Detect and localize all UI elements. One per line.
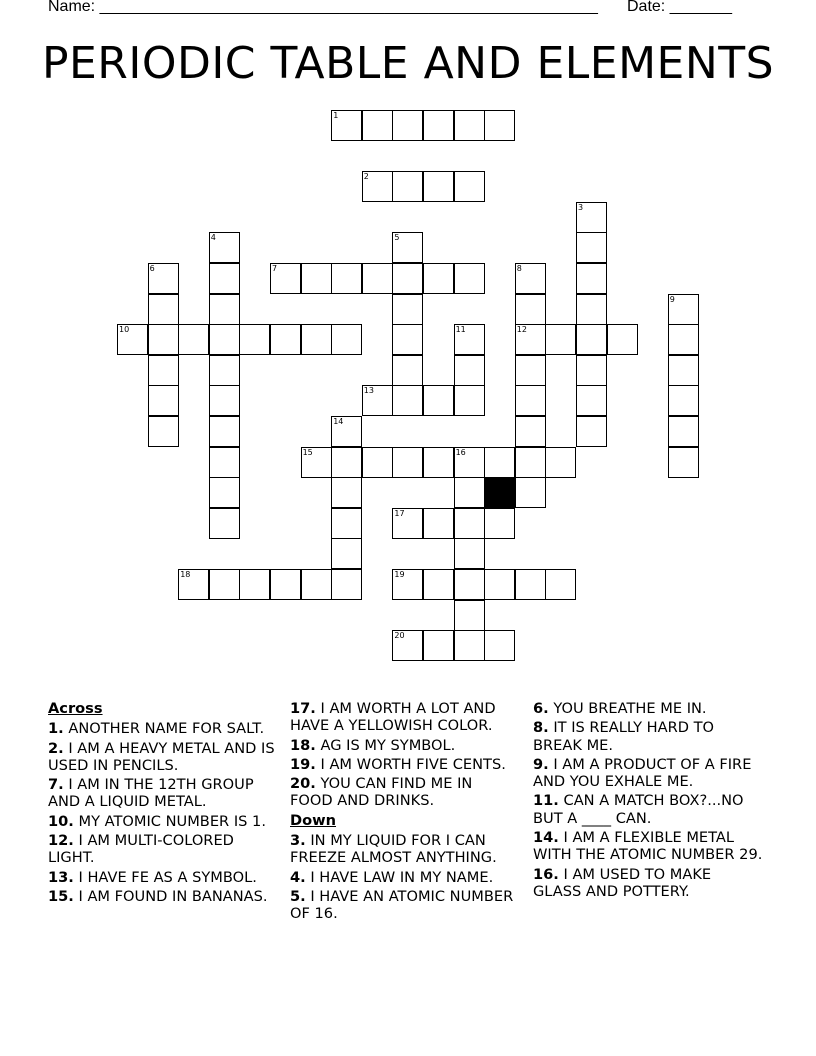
clue-across-18: 18. AG IS MY SYMBOL.: [290, 736, 456, 754]
grid-square[interactable]: [209, 263, 240, 294]
grid-square[interactable]: [209, 508, 240, 539]
grid-square[interactable]: [209, 294, 240, 325]
page-title: PERIODIC TABLE AND ELEMENTS: [41, 38, 775, 89]
clue-column-3: [533, 700, 763, 902]
grid-square[interactable]: [209, 447, 240, 478]
grid-square[interactable]: [515, 447, 546, 478]
clue-across-10: 10. MY ATOMIC NUMBER IS 1.: [48, 812, 266, 830]
name-field-label: Name: ________________________________________________________: [48, 0, 598, 15]
grid-square[interactable]: [392, 232, 423, 263]
clue-number-17: 17: [394, 508, 405, 518]
clue-down-16: 16. I AM USED TO MAKE GLASS AND POTTERY.: [533, 865, 712, 900]
clue-number-14: 14: [333, 417, 344, 426]
grid-square[interactable]: [331, 447, 362, 478]
grid-square[interactable]: [148, 416, 179, 447]
grid-square[interactable]: [331, 538, 362, 569]
grid-square[interactable]: [484, 569, 515, 600]
grid-square[interactable]: [301, 569, 332, 600]
grid-square[interactable]: [668, 324, 699, 355]
grid-square[interactable]: [423, 385, 454, 416]
grid-square[interactable]: [515, 355, 546, 386]
clue-across-19: 19. I AM WORTH FIVE CENTS.: [290, 755, 506, 773]
clue-number-15: 15: [302, 447, 313, 457]
grid-square[interactable]: [576, 263, 607, 294]
grid-square[interactable]: [209, 324, 240, 355]
clue-across-7: 7. I AM IN THE 12TH GROUP AND A LIQUID METAL.: [48, 776, 254, 811]
clue-across-20: 20. YOU CAN FIND ME IN FOOD AND DRINKS.: [290, 775, 473, 810]
clue-number-4: 4: [210, 233, 216, 243]
grid-square[interactable]: [178, 324, 209, 355]
grid-square[interactable]: [392, 630, 423, 661]
clue-number-13: 13: [363, 386, 374, 396]
grid-square[interactable]: [392, 263, 423, 294]
clue-down-11: 11. CAN A MATCH BOX?...NO BUT A ____ CAN.: [533, 792, 744, 827]
grid-square[interactable]: [331, 324, 362, 355]
grid-square[interactable]: [148, 324, 179, 355]
grid-square[interactable]: [392, 569, 423, 600]
grid-square[interactable]: [454, 324, 485, 355]
grid-square[interactable]: [392, 110, 423, 141]
grid-square[interactable]: [576, 355, 607, 386]
grid-square[interactable]: [454, 447, 485, 478]
grid-square[interactable]: [423, 508, 454, 539]
grid-square[interactable]: [454, 263, 485, 294]
down-heading: Down: [290, 811, 337, 829]
grid-square[interactable]: [270, 263, 301, 294]
grid-square[interactable]: [454, 355, 485, 386]
grid-square[interactable]: [362, 385, 393, 416]
clue-number-1: 1: [333, 111, 339, 120]
grid-square[interactable]: [454, 477, 485, 508]
clue-across-17: 17. I AM WORTH A LOT AND HAVE A YELLOWISH COLOR.: [290, 700, 496, 735]
grid-square[interactable]: [392, 171, 423, 202]
grid-square[interactable]: [178, 569, 209, 600]
grid-square[interactable]: [607, 324, 638, 355]
grid-square[interactable]: [668, 355, 699, 386]
clue-column-1: [48, 700, 278, 907]
grid-square[interactable]: [239, 569, 270, 600]
grid-square[interactable]: [515, 263, 546, 294]
grid-square[interactable]: [576, 324, 607, 355]
grid-square[interactable]: [668, 447, 699, 478]
grid-square[interactable]: [209, 355, 240, 386]
grid-square[interactable]: [392, 324, 423, 355]
grid-square[interactable]: [209, 477, 240, 508]
clue-number-16: 16: [455, 447, 466, 457]
grid-square[interactable]: [484, 447, 515, 478]
grid-square[interactable]: [454, 630, 485, 661]
grid-square[interactable]: [331, 477, 362, 508]
grid-square[interactable]: [576, 232, 607, 263]
date-field-label: Date: _______: [627, 0, 732, 15]
clue-number-9: 9: [669, 294, 675, 304]
grid-square[interactable]: [423, 569, 454, 600]
grid-square[interactable]: [362, 171, 393, 202]
grid-square[interactable]: [515, 294, 546, 325]
grid-square[interactable]: [576, 294, 607, 325]
clue-across-15: 15. I AM FOUND IN BANANAS.: [48, 887, 268, 905]
grid-square[interactable]: [362, 110, 393, 141]
grid-square[interactable]: [423, 447, 454, 478]
grid-square[interactable]: [148, 355, 179, 386]
grid-square[interactable]: [209, 232, 240, 263]
grid-square[interactable]: [454, 538, 485, 569]
clue-number-12: 12: [516, 325, 527, 335]
blocked-square: [484, 477, 515, 508]
clue-number-18: 18: [180, 570, 191, 579]
grid-square[interactable]: [515, 385, 546, 416]
grid-square[interactable]: [668, 416, 699, 447]
grid-square[interactable]: [423, 630, 454, 661]
clue-down-6: 6. YOU BREATHE ME IN.: [533, 700, 707, 717]
grid-square[interactable]: [331, 110, 362, 141]
grid-square[interactable]: [515, 569, 546, 600]
grid-square[interactable]: [392, 447, 423, 478]
grid-square[interactable]: [515, 416, 546, 447]
grid-square[interactable]: [270, 569, 301, 600]
grid-square[interactable]: [301, 263, 332, 294]
grid-square[interactable]: [454, 171, 485, 202]
clue-number-2: 2: [363, 172, 369, 182]
grid-square[interactable]: [392, 385, 423, 416]
grid-square[interactable]: [668, 294, 699, 325]
grid-square[interactable]: [576, 416, 607, 447]
grid-square[interactable]: [209, 569, 240, 600]
grid-square[interactable]: [392, 294, 423, 325]
grid-square[interactable]: [209, 385, 240, 416]
grid-square[interactable]: [454, 110, 485, 141]
grid-square[interactable]: [484, 630, 515, 661]
grid-square[interactable]: [209, 416, 240, 447]
grid-square[interactable]: [668, 385, 699, 416]
grid-square[interactable]: [545, 447, 576, 478]
clue-down-14: 14. I AM A FLEXIBLE METAL WITH THE ATOMIC NUMBER 29.: [533, 829, 763, 864]
grid-square[interactable]: [545, 569, 576, 600]
clue-down-4: 4. I HAVE LAW IN MY NAME.: [290, 868, 494, 886]
grid-square[interactable]: [392, 355, 423, 386]
grid-square[interactable]: [454, 508, 485, 539]
clue-number-11: 11: [455, 325, 466, 335]
grid-square[interactable]: [362, 263, 393, 294]
clue-number-19: 19: [394, 570, 405, 579]
grid-square[interactable]: [301, 324, 332, 355]
grid-square[interactable]: [301, 447, 332, 478]
grid-square[interactable]: [270, 324, 301, 355]
grid-square[interactable]: [239, 324, 270, 355]
grid-square[interactable]: [148, 385, 179, 416]
grid-square[interactable]: [423, 263, 454, 294]
clue-across-1: 1. ANOTHER NAME FOR SALT.: [48, 720, 265, 738]
grid-square[interactable]: [331, 263, 362, 294]
grid-square[interactable]: [454, 385, 485, 416]
clue-column-2: [290, 700, 515, 925]
grid-square[interactable]: [484, 110, 515, 141]
clue-number-5: 5: [394, 233, 400, 243]
grid-square[interactable]: [392, 508, 423, 539]
clue-down-5: 5. I HAVE AN ATOMIC NUMBER OF 16.: [290, 887, 514, 923]
clue-number-6: 6: [149, 264, 155, 273]
grid-square[interactable]: [515, 324, 546, 355]
grid-square[interactable]: [331, 569, 362, 600]
grid-square[interactable]: [484, 508, 515, 539]
clue-across-13: 13. I HAVE FE AS A SYMBOL.: [48, 868, 257, 886]
across-heading: Across: [48, 700, 103, 717]
grid-square[interactable]: [331, 416, 362, 447]
clue-down-3: 3. IN MY LIQUID FOR I CAN FREEZE ALMOST ANYTHING.: [290, 832, 497, 867]
clue-number-20: 20: [394, 631, 405, 641]
clue-down-8: 8. IT IS REALLY HARD TO BREAK ME.: [533, 719, 715, 754]
grid-square[interactable]: [454, 569, 485, 600]
grid-square[interactable]: [148, 263, 179, 294]
clue-down-9: 9. I AM A PRODUCT OF A FIRE AND YOU EXHALE ME.: [533, 755, 752, 791]
clue-number-8: 8: [516, 264, 522, 273]
grid-square[interactable]: [576, 385, 607, 416]
grid-square[interactable]: [362, 447, 393, 478]
clue-across-12: 12. I AM MULTI-COLORED LIGHT.: [48, 832, 234, 867]
grid-square[interactable]: [148, 294, 179, 325]
clue-number-7: 7: [272, 264, 278, 273]
grid-square[interactable]: [515, 477, 546, 508]
grid-square[interactable]: [423, 171, 454, 202]
clue-number-3: 3: [578, 202, 584, 212]
grid-square[interactable]: [545, 324, 576, 355]
grid-square[interactable]: [423, 110, 454, 141]
grid-square[interactable]: [117, 324, 148, 355]
grid-square[interactable]: [454, 600, 485, 631]
clue-across-2: 2. I AM A HEAVY METAL AND IS USED IN PENCILS.: [48, 739, 275, 774]
grid-square[interactable]: [331, 508, 362, 539]
clue-number-10: 10: [119, 325, 130, 335]
grid-square[interactable]: [576, 202, 607, 233]
